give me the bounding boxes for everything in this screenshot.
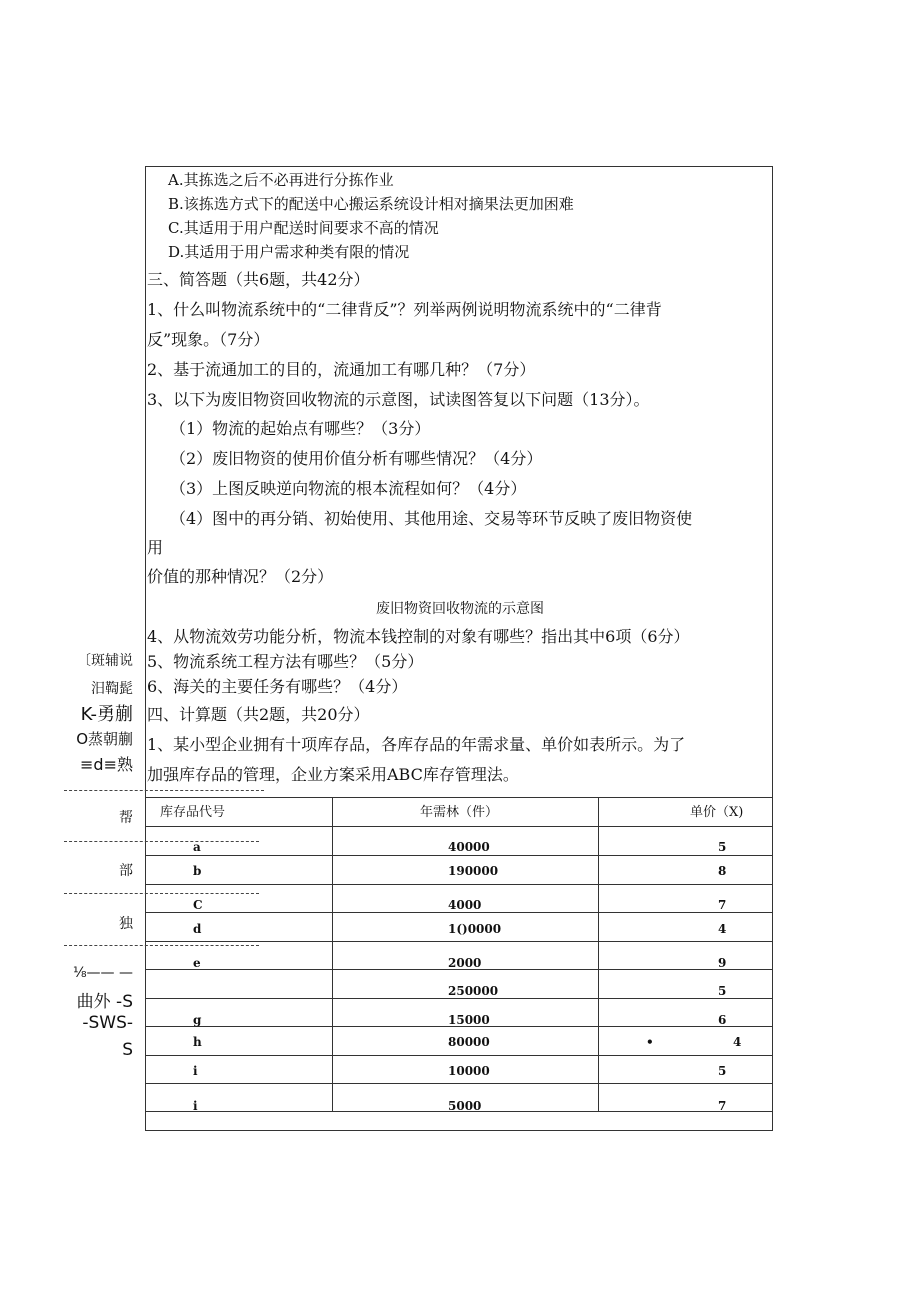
table-cell-price: 4 <box>733 1035 742 1049</box>
cut-line <box>64 790 264 791</box>
option-a: A.其拣选之后不必再进行分拣作业 <box>168 171 394 189</box>
table-row-divider <box>145 912 773 913</box>
table-cell-qty: 10000 <box>448 1064 490 1078</box>
side-text-11: -SWS- <box>82 1013 133 1033</box>
table-cell-qty: 40000 <box>448 840 490 854</box>
section3-q2: 2、基于流通加工的目的，流通加工有哪几种？（7分） <box>147 360 536 379</box>
side-text-8: 独 <box>119 916 133 932</box>
section3-q3-sub4-line1: （4）图中的再分销、初始使用、其他用途、交易等环节反映了废旧物资使 <box>170 509 693 528</box>
table-cell-code: b <box>193 864 202 878</box>
section3-q3-sub1: （1）物流的起始点有哪些？（3分） <box>170 419 431 438</box>
figure-caption: 废旧物资回收物流的示意图 <box>376 601 544 617</box>
table-cell-price: 4 <box>718 922 727 936</box>
table-cell-code: h <box>193 1035 202 1049</box>
table-row-divider <box>145 855 773 856</box>
table-cell-price: 9 <box>718 956 727 970</box>
table-cell-qty: 5000 <box>448 1099 482 1113</box>
table-cell-price: 5 <box>718 984 727 998</box>
table-col-divider <box>332 797 333 1111</box>
table-cell-price: 5 <box>718 840 727 854</box>
table-row-divider <box>145 884 773 885</box>
table-header-code: 库存品代号 <box>160 805 226 820</box>
table-cell-price: 5 <box>718 1064 727 1078</box>
section4-q1-line1: 1、某小型企业拥有十项库存品，各库存品的年需求量、单价如表所示。为了 <box>147 735 686 754</box>
side-text-3: K-勇蒯 <box>80 704 133 725</box>
side-text-12: S <box>122 1040 133 1060</box>
table-cell-code: i <box>193 1099 198 1113</box>
table-cell-qty: 2000 <box>448 956 482 970</box>
section3-q3: 3、以下为废旧物资回收物流的示意图，试读图答复以下问题（13分）。 <box>147 390 650 409</box>
section3-q3-sub3: （3）上图反映逆向物流的根本流程如何？（4分） <box>170 479 527 498</box>
section3-q3-sub4-line3: 价值的那种情况？（2分） <box>147 567 334 586</box>
side-text-1: 〔斑辅说 <box>77 653 133 669</box>
section3-title: 三、简答题（共6题，共42分） <box>147 270 370 289</box>
section3-q3-sub2: （2）废旧物资的使用价值分析有哪些情况？（4分） <box>170 449 543 468</box>
table-cell-code: a <box>193 840 201 854</box>
section3-q1-line2: 反”现象。（7分） <box>147 330 270 349</box>
table-cell-code: g <box>193 1013 202 1027</box>
table-cell-code: i <box>193 1064 198 1078</box>
table-cell-price: 8 <box>718 864 727 878</box>
table-cell-mark: • <box>646 1035 654 1049</box>
table-row-divider <box>145 1055 773 1056</box>
side-text-5: ≡d≡熟 <box>80 755 133 774</box>
table-header-qty: 年需林（件） <box>420 805 499 820</box>
option-c: C.其适用于用户配送时间要求不高的情况 <box>168 219 439 237</box>
section3-q1-line1: 1、什么叫物流系统中的“二律背反”？列举两例说明物流系统中的“二律背 <box>147 300 662 319</box>
table-cell-qty: 190000 <box>448 864 499 878</box>
table-cell-price: 6 <box>718 1013 727 1027</box>
section3-q3-sub4-line2: 用 <box>147 538 164 557</box>
table-cell-qty: 80000 <box>448 1035 490 1049</box>
section4-q1-line2: 加强库存品的管理，企业方案采用ABC库存管理法。 <box>147 765 519 784</box>
side-text-4: O蒸朝蒯 <box>76 730 133 748</box>
side-text-2: 汨鞫髭 <box>91 681 133 697</box>
table-cell-price: 7 <box>718 898 727 912</box>
side-text-6: 帮 <box>119 810 133 826</box>
table-row-divider <box>145 1083 773 1084</box>
side-text-9: ⅛—— — <box>72 965 133 981</box>
table-cell-code: C <box>193 898 203 912</box>
section4-title: 四、计算题（共2题，共20分） <box>147 705 370 724</box>
table-cell-qty: 4000 <box>448 898 482 912</box>
section3-q6: 6、海关的主要任务有哪些？（4分） <box>147 677 408 696</box>
option-d: D.其适用于用户需求种类有限的情况 <box>168 243 410 261</box>
option-b: B.该拣选方式下的配送中心搬运系统设计相对摘果法更加困难 <box>168 195 574 213</box>
table-col-divider <box>598 797 599 1111</box>
side-text-10: 曲外 -S <box>76 992 133 1012</box>
table-cell-code: d <box>193 922 202 936</box>
side-text-7: 部 <box>119 863 133 879</box>
table-cell-code: e <box>193 956 201 970</box>
table-row-divider <box>145 826 773 827</box>
section3-q4: 4、从物流效劳功能分析，物流本钱控制的对象有哪些？指出其中6项（6分） <box>147 627 690 646</box>
table-cell-qty: 1()0000 <box>448 922 502 936</box>
table-cell-qty: 250000 <box>448 984 499 998</box>
table-row-divider <box>145 941 773 942</box>
table-row-divider <box>145 998 773 999</box>
table-cell-price: 7 <box>718 1099 727 1113</box>
section3-q5: 5、物流系统工程方法有哪些？（5分） <box>147 652 424 671</box>
table-header-price: 单价（X) <box>690 805 744 820</box>
table-cell-qty: 15000 <box>448 1013 490 1027</box>
